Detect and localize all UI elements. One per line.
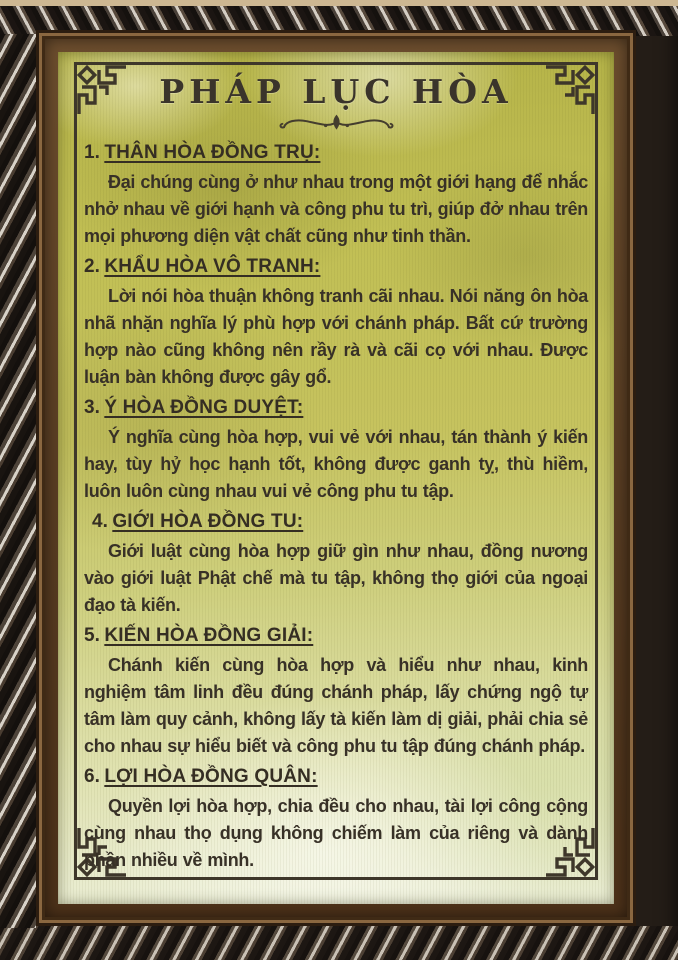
section-number: 2. [84,256,100,277]
section-3 [84,394,588,505]
wood-frame [36,30,636,926]
title-flourish-icon [84,113,588,135]
page-title: PHÁP LỤC HÒA [159,72,513,111]
poster [58,52,614,904]
rope-frame-left [0,34,36,928]
rope-frame-right [636,34,678,928]
section-heading: GIỚI HÒA ĐỒNG TU: [112,511,304,532]
section-1 [84,139,588,250]
section-heading: KHẨU HÒA VÔ TRANH: [104,256,321,277]
section-heading: THÂN HÒA ĐỒNG TRỤ: [104,142,321,163]
section-body: Chánh kiến cùng hòa hợp và hiểu như nhau, kinh nghiệm tâm linh đều đúng chánh pháp, lấy chứng ngộ tự tâm làm quy cảnh, không lấy tà kiến làm dị giải, phải chia sẻ cho nhau sự hiểu biết và công phu tu tập đúng chánh pháp. [84,655,588,756]
section-2 [84,253,588,391]
section-body: Ý nghĩa cùng hòa hợp, vui vẻ với nhau, tán thành ý kiến hay, tùy hỷ học hạnh tốt, không được ganh tỵ, thù hiềm, luôn luôn cùng nhau vui vẻ công phu tu tập. [84,427,588,501]
section-body: Lời nói hòa thuận không tranh cãi nhau. Nói năng ôn hòa nhã nhặn nghĩa lý phù hợp với chánh pháp. Bất cứ trường hợp nào cũng không nên rầy rà và cãi cọ với nhau. Được luận bàn không được gây gổ. [84,286,588,387]
section-4 [84,508,588,619]
section-number: 1. [84,142,100,163]
section-heading: Ý HÒA ĐỒNG DUYỆT: [104,397,304,418]
section-number: 6. [84,766,100,787]
section-body: Đại chúng cùng ở như nhau trong một giới hạng để nhắc nhở nhau về giới hạnh và công phu tu trì, giúp đở nhau trên mọi phương diện vật chất cũng như tinh thần. [84,172,588,246]
section-body: Quyền lợi hòa hợp, chia đều cho nhau, tài lợi công cộng cùng nhau thọ dụng không chiếm làm của riêng và dành phần nhiều về mình. [84,796,588,870]
section-6 [84,763,588,874]
section-number: 5. [84,625,100,646]
section-number: 4. [92,511,108,532]
section-body: Giới luật cùng hòa hợp giữ gìn như nhau, đồng nương vào giới luật Phật chế mà tu tập, không thọ giới của ngoại đạo tà kiến. [84,541,588,615]
section-5 [84,622,588,760]
poster-content [84,66,588,886]
section-heading: LỢI HÒA ĐỒNG QUÂN: [104,766,318,787]
section-number: 3. [84,397,100,418]
section-heading: KIẾN HÒA ĐỒNG GIẢI: [104,625,314,646]
rope-frame-bottom [0,926,678,960]
